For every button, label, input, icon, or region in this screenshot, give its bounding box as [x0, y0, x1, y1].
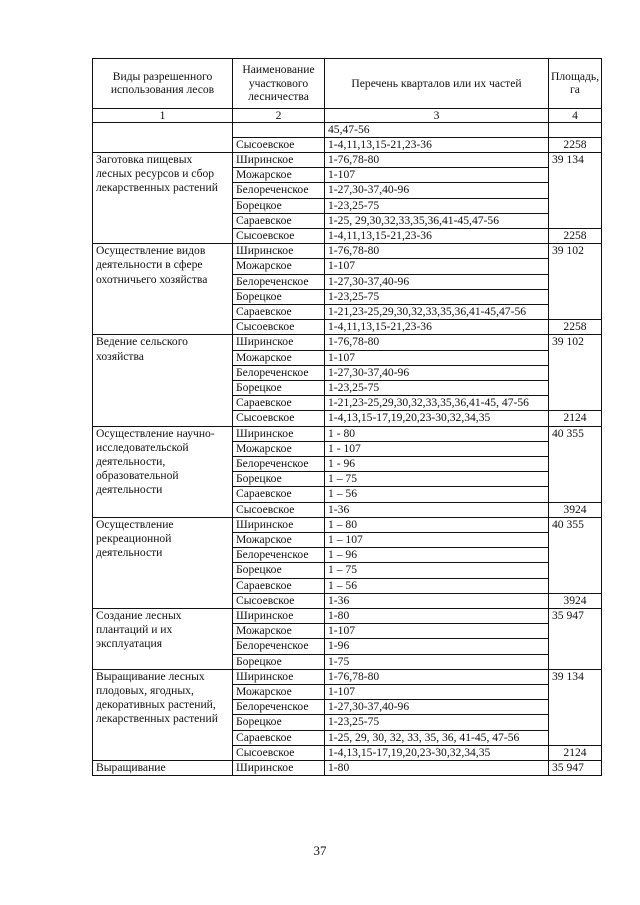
forestry-cell: Ширинское — [233, 517, 325, 532]
quarters-cell: 1-80 — [325, 761, 549, 776]
forestry-cell: Можарское — [233, 168, 325, 183]
quarters-cell: 1-27,30-37,40-96 — [325, 183, 549, 198]
quarters-cell: 1-23,25-75 — [325, 198, 549, 213]
forestry-cell: Борецкое — [233, 380, 325, 395]
page-number: 37 — [313, 843, 327, 858]
forestry-cell: Сараевское — [233, 730, 325, 745]
area-cell: 40 355 — [549, 517, 602, 593]
forestry-cell: Белореченское — [233, 639, 325, 654]
forestry-cell: Борецкое — [233, 289, 325, 304]
header-area: Площадь, га — [549, 59, 602, 109]
use-type-cell: Выращивание — [93, 761, 233, 776]
area-cell: 2124 — [549, 745, 602, 760]
forestry-cell: Белореченское — [233, 456, 325, 471]
quarters-cell: 1-27,30-37,40-96 — [325, 700, 549, 715]
use-type-cell: Осуществление видов деятельности в сфере охотничьего хозяйства — [93, 244, 233, 335]
forestry-cell: Борецкое — [233, 654, 325, 669]
column-number: 3 — [325, 108, 549, 122]
use-type-cell: Создание лесных плантаций и их эксплуатация — [93, 609, 233, 670]
table-row — [93, 761, 602, 776]
forestry-cell: Белореченское — [233, 365, 325, 380]
quarters-cell: 1-4,11,13,15-21,23-36 — [325, 137, 549, 152]
forestry-cell: Сысоевское — [233, 228, 325, 243]
quarters-cell: 1-4,11,13,15-21,23-36 — [325, 320, 549, 335]
forestry-cell: Ширинское — [233, 669, 325, 684]
forestry-cell: Можарское — [233, 350, 325, 365]
forestry-cell: Белореченское — [233, 700, 325, 715]
quarters-cell: 1-107 — [325, 259, 549, 274]
quarters-cell: 1-21,23-25,29,30,32,33,35,36,41-45, 47-56 — [325, 396, 549, 411]
quarters-cell: 1-75 — [325, 654, 549, 669]
table-row — [93, 122, 602, 137]
forestry-cell: Сараевское — [233, 396, 325, 411]
quarters-cell: 1-23,25-75 — [325, 289, 549, 304]
area-cell: 3924 — [549, 593, 602, 608]
forestry-cell: Можарское — [233, 441, 325, 456]
table-row — [93, 244, 602, 259]
forestry-cell: Сараевское — [233, 578, 325, 593]
area-cell: 2258 — [549, 320, 602, 335]
table-row — [93, 426, 602, 441]
use-type-cell: Ведение сельского хозяйства — [93, 335, 233, 426]
quarters-cell: 1-76,78-80 — [325, 152, 549, 167]
forestry-cell: Ширинское — [233, 335, 325, 350]
forestry-cell: Сысоевское — [233, 745, 325, 760]
quarters-cell: 1-76,78-80 — [325, 244, 549, 259]
header-forestry: Наименование участкового лесничества — [233, 59, 325, 109]
area-cell — [549, 122, 602, 137]
forestry-cell: Можарское — [233, 624, 325, 639]
quarters-cell: 1-27,30-37,40-96 — [325, 365, 549, 380]
quarters-cell: 45,47-56 — [325, 122, 549, 137]
quarters-cell: 1-21,23-25,29,30,32,33,35,36,41-45,47-56 — [325, 304, 549, 319]
forest-use-table — [92, 58, 602, 776]
quarters-cell: 1-107 — [325, 624, 549, 639]
quarters-cell: 1 – 96 — [325, 548, 549, 563]
forestry-cell: Ширинское — [233, 152, 325, 167]
forestry-cell — [233, 122, 325, 137]
table-row — [93, 335, 602, 350]
area-cell: 2258 — [549, 228, 602, 243]
area-cell: 35 947 — [549, 761, 602, 776]
forestry-cell: Ширинское — [233, 609, 325, 624]
column-number: 4 — [549, 108, 602, 122]
forestry-cell: Белореченское — [233, 274, 325, 289]
forestry-cell: Белореченское — [233, 548, 325, 563]
quarters-cell: 1-36 — [325, 593, 549, 608]
quarters-cell: 1 – 107 — [325, 532, 549, 547]
quarters-cell: 1-4,11,13,15-21,23-36 — [325, 228, 549, 243]
forestry-cell: Борецкое — [233, 198, 325, 213]
table-row — [93, 609, 602, 624]
quarters-cell: 1 - 107 — [325, 441, 549, 456]
area-cell: 2124 — [549, 411, 602, 426]
forestry-cell: Сараевское — [233, 304, 325, 319]
quarters-cell: 1 – 80 — [325, 517, 549, 532]
quarters-cell: 1 - 96 — [325, 456, 549, 471]
quarters-cell: 1-4,13,15-17,19,20,23-30,32,34,35 — [325, 745, 549, 760]
quarters-cell: 1-36 — [325, 502, 549, 517]
area-cell: 39 134 — [549, 152, 602, 228]
quarters-cell: 1 - 80 — [325, 426, 549, 441]
quarters-cell: 1-76,78-80 — [325, 335, 549, 350]
area-cell: 2258 — [549, 137, 602, 152]
use-type-cell: Заготовка пищевых лесных ресурсов и сбор лекарственных растений — [93, 152, 233, 243]
forestry-cell: Ширинское — [233, 761, 325, 776]
quarters-cell: 1 – 75 — [325, 472, 549, 487]
table-header-row — [93, 59, 602, 109]
column-number: 2 — [233, 108, 325, 122]
table-row — [93, 517, 602, 532]
area-cell: 39 102 — [549, 244, 602, 320]
quarters-cell: 1 – 75 — [325, 563, 549, 578]
use-type-cell — [93, 122, 233, 152]
quarters-cell: 1-25, 29, 30, 32, 33, 35, 36, 41-45, 47-56 — [325, 730, 549, 745]
quarters-cell: 1-107 — [325, 168, 549, 183]
quarters-cell: 1-96 — [325, 639, 549, 654]
forestry-cell: Можарское — [233, 532, 325, 547]
quarters-cell: 1-107 — [325, 350, 549, 365]
header-use-type: Виды разрешенного использования лесов — [93, 59, 233, 109]
quarters-cell: 1-23,25-75 — [325, 380, 549, 395]
column-number-row — [93, 108, 602, 122]
forestry-cell: Сысоевское — [233, 411, 325, 426]
quarters-cell: 1-80 — [325, 609, 549, 624]
use-type-cell: Выращивание лесных плодовых, ягодных, декоративных растений, лекарственных растений — [93, 669, 233, 760]
quarters-cell: 1-4,13,15-17,19,20,23-30,32,34,35 — [325, 411, 549, 426]
quarters-cell: 1-27,30-37,40-96 — [325, 274, 549, 289]
forestry-cell: Сысоевское — [233, 320, 325, 335]
header-quarters: Перечень кварталов или их частей — [325, 59, 549, 109]
forestry-cell: Можарское — [233, 685, 325, 700]
forestry-cell: Сысоевское — [233, 502, 325, 517]
column-number: 1 — [93, 108, 233, 122]
quarters-cell: 1-107 — [325, 685, 549, 700]
forestry-cell: Ширинское — [233, 244, 325, 259]
quarters-cell: 1 – 56 — [325, 578, 549, 593]
area-cell: 39 102 — [549, 335, 602, 411]
forestry-cell: Можарское — [233, 259, 325, 274]
table-row — [93, 152, 602, 167]
forestry-cell: Борецкое — [233, 472, 325, 487]
table-row — [93, 669, 602, 684]
area-cell: 39 134 — [549, 669, 602, 745]
quarters-cell: 1-23,25-75 — [325, 715, 549, 730]
use-type-cell: Осуществление научно-исследовательской деятельности, образовательной деятельности — [93, 426, 233, 517]
quarters-cell: 1-76,78-80 — [325, 669, 549, 684]
forestry-cell: Борецкое — [233, 563, 325, 578]
use-type-cell: Осуществление рекреационной деятельности — [93, 517, 233, 608]
forestry-cell: Белореченское — [233, 183, 325, 198]
forestry-cell: Сысоевское — [233, 137, 325, 152]
quarters-cell: 1 – 56 — [325, 487, 549, 502]
forestry-cell: Борецкое — [233, 715, 325, 730]
forestry-cell: Ширинское — [233, 426, 325, 441]
area-cell: 40 355 — [549, 426, 602, 502]
area-cell: 35 947 — [549, 609, 602, 670]
forestry-cell: Сараевское — [233, 213, 325, 228]
forestry-cell: Сараевское — [233, 487, 325, 502]
forestry-cell: Сысоевское — [233, 593, 325, 608]
quarters-cell: 1-25, 29,30,32,33,35,36,41-45,47-56 — [325, 213, 549, 228]
area-cell: 3924 — [549, 502, 602, 517]
